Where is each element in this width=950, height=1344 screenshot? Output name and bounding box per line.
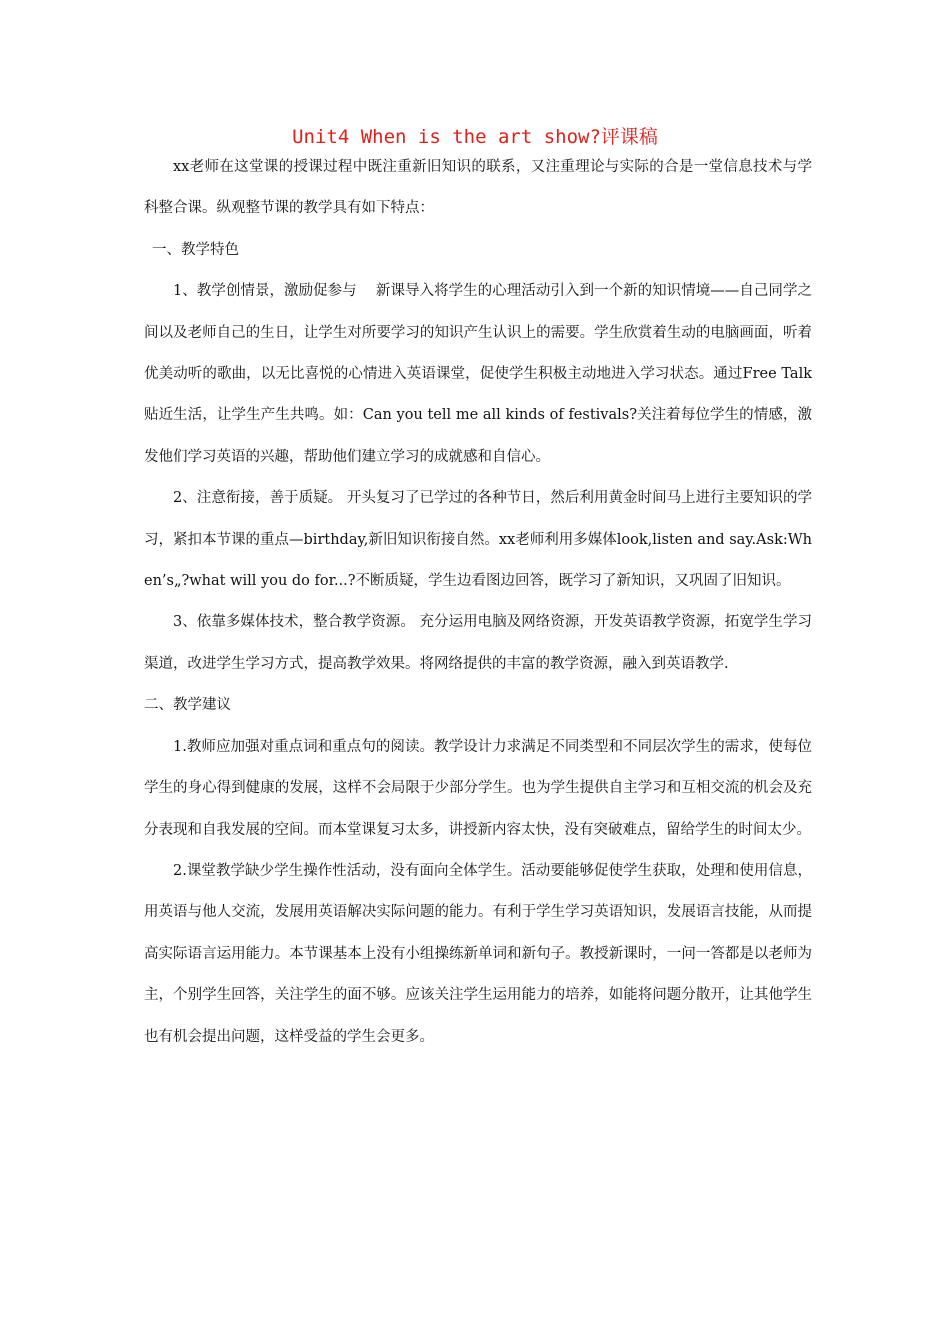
feature-paragraph-3: 3、依靠多媒体技术，整合教学资源。 充分运用电脑及网络资源，开发英语教学资源，拓宽学生学习渠道，改进学生学习方式，提高教学效果。将网络提供的丰富的教学资源，融入到英语教学.	[144, 614, 812, 672]
section-heading-features: 一、教学特色	[152, 241, 239, 258]
feature-paragraph-1: 1、教学创情景，激励促参与 新课导入将学生的心理活动引入到一个新的知识情境——自己同学之间以及老师自己的生日，让学生对所要学习的知识产生认识上的需要。学生欣赏着生动的电脑画面，听着优美动听的歌曲，以无比喜悦的心情进入英语课堂，促使学生积极主动地进入学习状态。通过Free Talk贴近生活，让学生产生共鸣。如：Can you tell me all kinds of festivals?关注着每位学生的情感，激发他们学习英语的兴趣，帮助他们建立学习的成就感和自信心。	[144, 283, 812, 465]
feature-paragraph-2: 2、注意衔接，善于质疑。 开头复习了已学过的各种节日，然后利用黄金时间马上进行主要知识的学习，紧扣本节课的重点—birthday,新旧知识衔接自然。xx老师利用多媒体look,listen and say.Ask:When’s„?what will you do for...?不断质疑，学生边看图边回答，既学习了新知识，又巩固了旧知识。	[144, 490, 812, 590]
suggestion-paragraph-1: 1.教师应加强对重点词和重点句的阅读。教学设计力求满足不同类型和不同层次学生的需求，使每位学生的身心得到健康的发展，这样不会局限于少部分学生。也为学生提供自主学习和互相交流的机会及充分表现和自我发展的空间。而本堂课复习太多，讲授新内容太快，没有突破难点，留给学生的时间太少。	[144, 738, 812, 838]
document-title: Unit4 When is the art show?评课稿	[292, 126, 658, 148]
document-body	[144, 147, 812, 1058]
suggestion-paragraph-2: 2.课堂教学缺少学生操作性活动，没有面向全体学生。活动要能够促使学生获取，处理和使用信息，用英语与他人交流，发展用英语解决实际问题的能力。有利于学生学习英语知识，发展语言技能，从而提高实际语言运用能力。本节课基本上没有小组操练新单词和新句子。教授新课时，一问一答都是以老师为主，个别学生回答，关注学生的面不够。应该关注学生运用能力的培养，如能将问题分散开，让其他学生也有机会提出问题，这样受益的学生会更多。	[144, 862, 812, 1045]
intro-paragraph: xx老师在这堂课的授课过程中既注重新旧知识的联系，又注重理论与实际的合是一堂信息技术与学科整合课。纵观整节课的教学具有如下特点：	[144, 159, 812, 217]
section-heading-suggestions: 二、教学建议	[144, 697, 231, 714]
